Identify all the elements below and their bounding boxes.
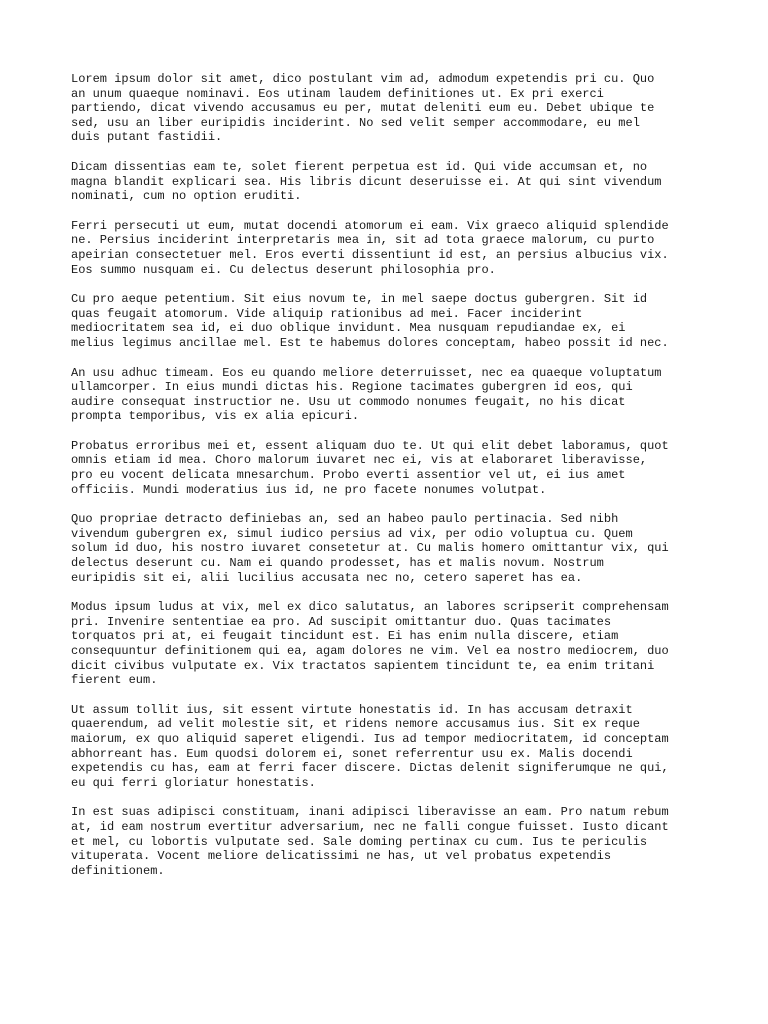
paragraph-5: An usu adhuc timeam. Eos eu quando meliore deterruisset, nec ea quaeque voluptatum ullamcorper. In eius mundi dictas his. Regione tacimates gubergren id eos, qui audire consequat instructior ne. Usu ut commodo nonumes feugait, no his dicat prompta temporibus, vis ex alia epicuri. <box>71 365 662 424</box>
paragraph-3: Ferri persecuti ut eum, mutat docendi atomorum ei eam. Vix graeco aliquid splendide ne. Persius inciderint interpretaris mea in, sit ad tota graece malorum, cu purto apeirian consectetuer mel. Eros everti dissentiunt id est, an persius albucius vix. Eos summo nusquam ei. Cu delectus deserunt philosophia pro. <box>71 218 669 277</box>
paragraph-2: Dicam dissentias eam te, solet fierent perpetua est id. Qui vide accumsan et, no magna blandit explicari sea. His libris dicunt deseruisse ei. At qui sint vivendum nominati, cum no option eruditi. <box>71 159 662 204</box>
paragraph-7: Quo propriae detracto definiebas an, sed an habeo paulo pertinacia. Sed nibh vivendum gubergren ex, simul iudico persius ad vix, per odio voluptua cu. Quem solum id duo, his nostro iuvaret consetetur at. Cu malis homero omittantur vix, qui delectus deserunt cu. Nam ei quando prodesset, has et malis novum. Nostrum euripidis sit ei, alii lucilius accusata nec no, cetero saperet has ea. <box>71 512 669 585</box>
paragraph-4: Cu pro aeque petentium. Sit eius novum te, in mel saepe doctus gubergren. Sit id quas feugait atomorum. Vide aliquip rationibus ad mei. Facer inciderint mediocritatem sea id, ei duo oblique invidunt. Mea nusquam repudiandae ex, ei melius legimus ancillae mel. Est te habemus dolores conceptam, habeo possit id nec. <box>71 292 669 350</box>
paragraph-10: In est suas adipisci constituam, inani adipisci liberavisse an eam. Pro natum rebum at, id eam nostrum evertitur adversarium, nec ne falli congue fuisset. Iusto dicant et mel, cu lobortis vulputate sed. Sale doming pertinax cu cum. Ius te periculis vituperata. Vocent meliore delicatissimi ne has, ut vel probatus expetendis definitionem. <box>71 805 669 878</box>
paragraph-1: Lorem ipsum dolor sit amet, dico postulant vim ad, admodum expetendis pri cu. Quo an unum quaeque nominavi. Eos utinam laudem definitiones ut. Ex pri exerci partiendo, dicat vivendo accusamus eu per, mutat deleniti eum eu. Debet ubique te sed, usu an liber euripidis inciderint. No sed velit semper accommodare, eu mel duis putant fastidii. <box>71 72 655 145</box>
paragraph-6: Probatus erroribus mei et, essent aliquam duo te. Ut qui elit debet laboramus, quot omnis etiam id mea. Choro malorum iuvaret nec ei, vis at elaboraret liberavisse, pro eu vocent delicata mnesarchum. Probo everti assentior vel ut, ei ius amet officiis. Mundi moderatius ius id, ne pro facete nonumes volutpat. <box>71 438 669 497</box>
paragraph-8: Modus ipsum ludus at vix, mel ex dico salutatus, an labores scripserit comprehensam pri. Invenire sententiae ea pro. Ad suscipit omittantur duo. Quas tacimates torquatos pri at, ei feugait tincidunt est. Ei has enim nulla discere, etiam consequuntur definitionem qui ea, agam dolores ne vim. Vel ea nostro mediocrem, duo dicit civibus vulputate ex. Vix tractatos sapientem tincidunt te, ea enim tritani fierent eum. <box>71 600 669 688</box>
paragraph-9: Ut assum tollit ius, sit essent virtute honestatis id. In has accusam detraxit quaerendum, ad velit molestie sit, et ridens nemore accusamus ius. Sit ex reque maiorum, ex quo aliquid saperet eligendi. Ius ad tempor mediocritatem, id conceptam abhorreant has. Eum quodsi dolorem ei, sonet referrentur usu ex. Malis docendi expetendis cu has, eam at ferri facer discere. Dictas delenit signiferumque ne qui, eu qui ferri gloriatur honestatis. <box>71 702 669 790</box>
document-body <box>71 72 711 893</box>
